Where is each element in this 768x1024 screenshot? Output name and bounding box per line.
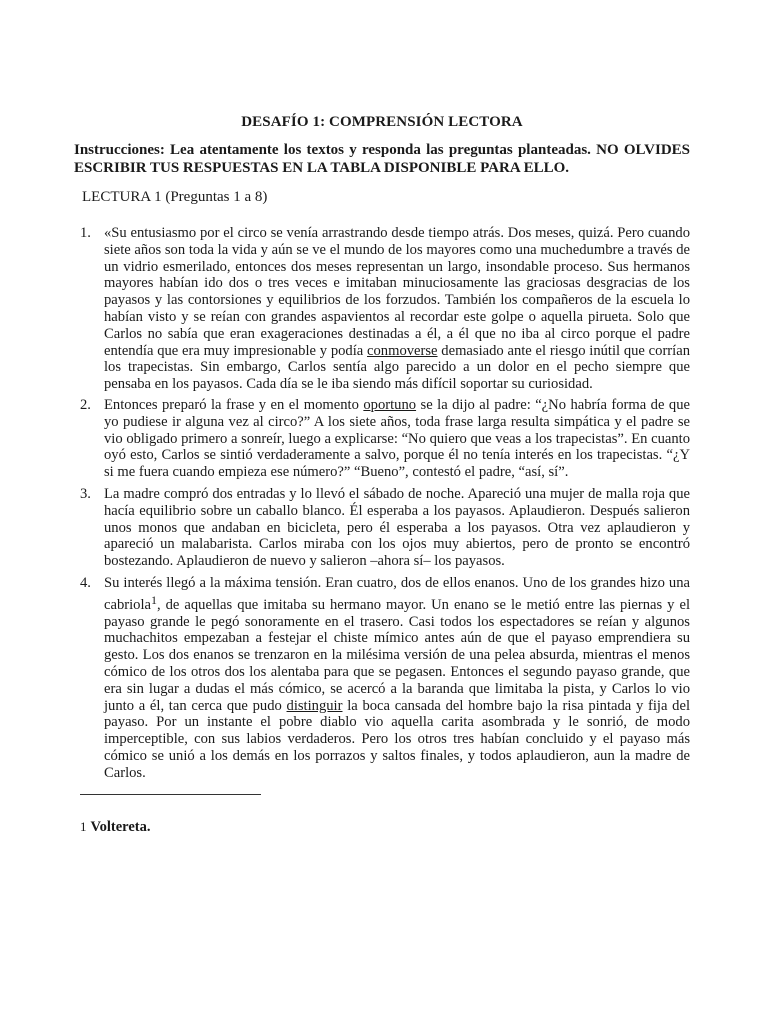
text-segment: demasiado ante el riesgo inútil que corrían los trapecistas. Sin embargo, Carlos sentía algo parecido a un dolor en el pecho siempre que pensaba en los payasos. Cada día se le iba siendo más difícil soportar su curiosidad.	[104, 342, 690, 393]
text-segment: Entonces preparó la frase y en el momento	[104, 397, 364, 413]
underlined-word-oportuno: oportuno	[363, 397, 417, 413]
paragraph-number: 4.	[80, 575, 91, 591]
text-segment: «Su entusiasmo por el circo se venía arrastrando desde tiempo atrás. Dos meses, quizá. Pero cuando siete años son toda la vida y aún se ve el mundo de los mayores como una muchedumbre a través de un vidrio esmerilado, entonces dos meses representan un largo, insondable proceso. Sus hermanos mayores habían ido dos o tres veces e imitaban minuciosamente las graciosas desgracias de los payasos y las contorsiones y equilibrios de los forzudos. También los compañeros de la escuela lo habían visto y se reían con grandes aspavientos al recordar este golpe o aquella pirueta. Solo que Carlos no sabía que eran exageraciones destinadas a él, a él que no iba al circo porque el padre entendía que era muy impresionable y podía	[104, 225, 690, 359]
paragraph-number: 3.	[80, 486, 91, 502]
footnote	[80, 819, 151, 836]
reading-label	[82, 189, 267, 206]
text-segment: La madre compró dos entradas y lo llevó el sábado de noche. Apareció una mujer de malla roja que hacía equilibrio sobre un caballo blanco. Él esperaba a los payasos. Aplaudieron. Después salieron unos monos que andaban en bicicleta, pero él esperaba a los payasos. Otra vez aplaudieron y apareció un malabarista. Carlos miraba con los ojos muy abiertos, pero de pronto se encontró bostezando. Aplaudieron de nuevo y salieron –ahora sí– los payasos.	[104, 486, 690, 570]
text-segment: la boca cansada del hombre bajo la risa pintada y fija del payaso. Por un instante el pobre diablo vio aquella carita asombrada y le sonrió, de modo imperceptible, con sus labios verdaderos. Pero los otros tres habían concluido y el payaso más cómico se unió a los demás en los porrazos y saltos finales, y todos aplaudieron, aun la madre de Carlos.	[104, 697, 690, 781]
footnote-number: 1	[80, 819, 87, 834]
text-segment: Su interés llegó a la máxima tensión. Eran cuatro, dos de ellos enanos. Uno de los grandes hizo una cabriola	[104, 575, 690, 613]
reading-label-questions: (Preguntas 1 a 8)	[165, 189, 268, 205]
page-title: DESAFÍO 1: COMPRENSIÓN LECTORA	[241, 114, 523, 130]
footnote-divider	[80, 794, 261, 795]
underlined-word-distinguir: distinguir	[286, 697, 343, 714]
underlined-word-conmoverse: conmoverse	[367, 342, 438, 359]
footnote-text: Voltereta.	[90, 819, 151, 835]
reading-label-prefix: LECTURA 1	[82, 189, 166, 205]
footnote-reference[interactable]: 1	[151, 592, 157, 607]
text-segment: se la dijo al padre: “¿No habría forma de que yo pudiese ir alguna vez al circo?” A los siete años, toda frase larga resulta simpática y el padre se vio obligado primero a sonreír, luego a explicarse: “No quiero que veas a los trapecistas”. En cuanto oyó esto, Carlos se sintió verdaderamente a salvo, porque él no tenía interés en los trapecistas. “¿Y si me fuera cuando empieza ese número?” “Bueno”, contestó el padre, “así, sí”.	[104, 397, 690, 481]
text-segment: , de aquellas que imitaba su hermano mayor. Un enano se le metió entre las piernas y el payaso grande le pegó sonoramente en el trasero. Casi todos los espectadores se reían y algunos muchachitos empezaban a festejar el chiste mímico antes aún de que el payaso emprendiera su gesto. Los dos enanos se trenzaron en la milésima versión de una pelea absurda, mientras el menos cómico de los otros dos los alentaba para que se pegasen. Entonces el segundo payaso grande, que era sin lugar a dudas el más cómico, se acercó a la baranda que limitaba la pista, y Carlos lo vio junto a él, tan cerca que pudo	[104, 596, 690, 714]
paragraph-text	[104, 486, 690, 570]
paragraph-text	[104, 575, 690, 782]
paragraph-text	[104, 225, 690, 393]
paragraph-number: 2.	[80, 397, 91, 413]
paragraph-text	[104, 397, 690, 481]
paragraph-number: 1.	[80, 225, 91, 241]
instructions: Instrucciones: Lea atentamente los textos y responda las preguntas planteadas. NO OLVIDES ESCRIBIR TUS RESPUESTAS EN LA TABLA DISPONIBLE PARA ELLO.	[74, 142, 690, 176]
